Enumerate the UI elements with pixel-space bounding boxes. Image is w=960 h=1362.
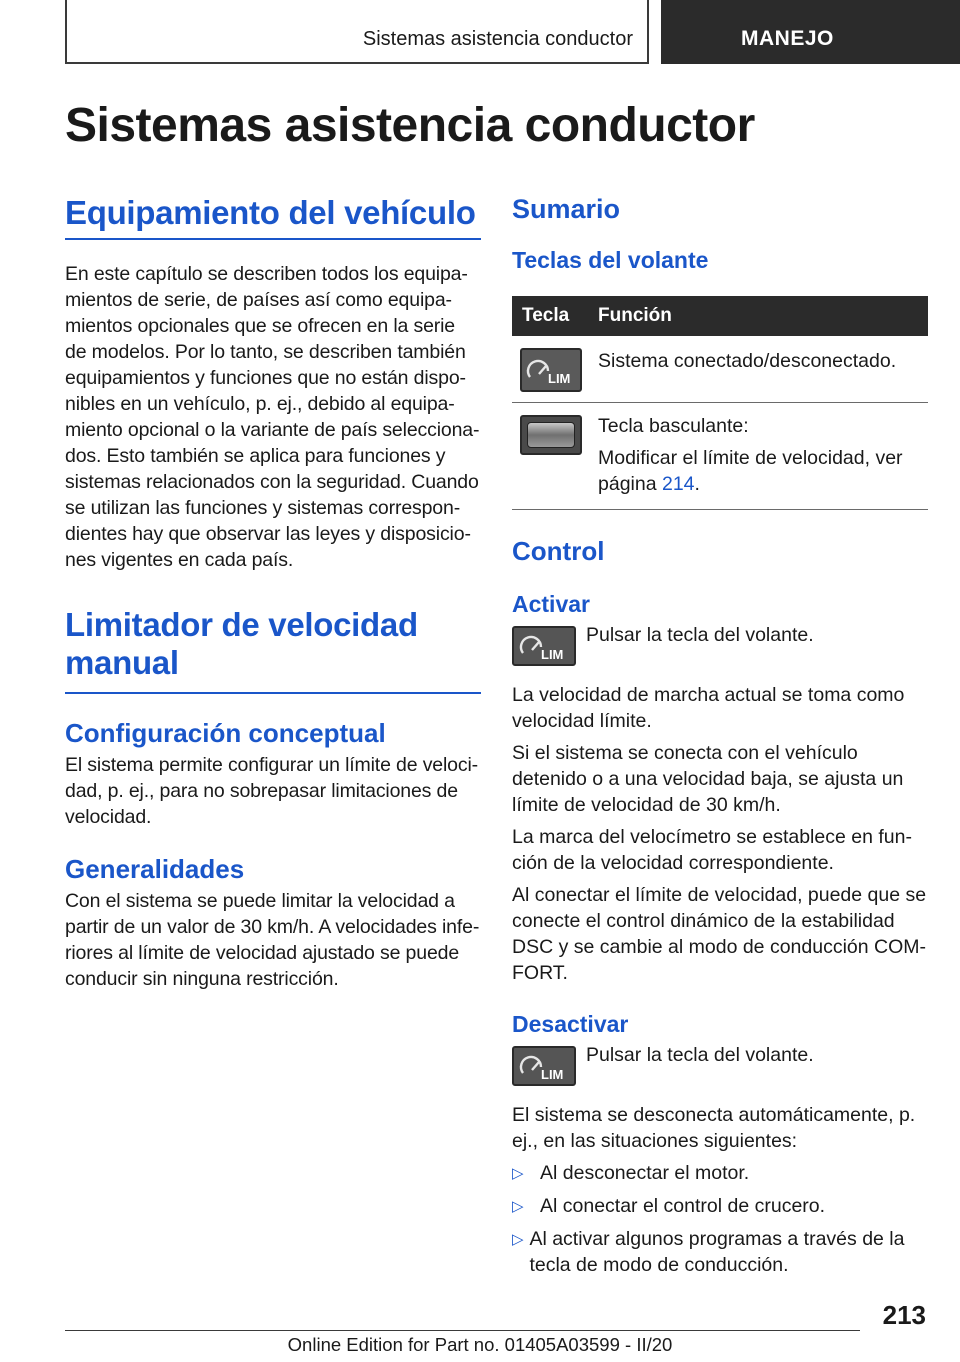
equipment-heading: Equipamiento del vehículo	[65, 194, 481, 240]
activate-paragraph: La marca del velocímetro se establece en función de la velocidad correspondiente.	[512, 826, 912, 874]
footer-edition: Online Edition for Part no. 01405A03599 - II/20	[287, 1334, 673, 1355]
list-item: ▷ Al desconectar el motor.	[512, 1160, 928, 1187]
right-column	[512, 190, 928, 1278]
concept-heading: Configuración conceptual	[65, 718, 386, 748]
deactivate-step-text: Pulsar la tecla del volante.	[586, 1044, 814, 1066]
svg-text:LIM: LIM	[548, 371, 571, 386]
page-title: Sistemas asistencia conductor	[65, 99, 755, 152]
header-section-box	[65, 0, 649, 64]
page-number: 213	[882, 1300, 926, 1330]
footer-divider	[65, 1330, 860, 1331]
list-item: ▷ Al conectar el control de crucero.	[512, 1193, 928, 1220]
activate-paragraph: Al conectar el límite de velocidad, puede que se conecte el control dinámico de la estabilidad DSC y se cambie al modo de conducción COMFORT.	[512, 884, 927, 984]
activate-paragraph: La velocidad de marcha actual se toma como velocidad límite.	[512, 684, 905, 732]
header-chapter-tab[interactable]	[661, 0, 960, 64]
triangle-bullet-icon: ▷	[512, 1231, 524, 1248]
steering-keys-heading: Teclas del volante	[512, 247, 709, 273]
row2-function-label: Tecla basculante:	[598, 415, 749, 437]
keys-table	[512, 296, 928, 510]
lim-button-icon	[512, 626, 576, 666]
row2-function-desc: Modificar el límite de velocidad, ver página	[598, 447, 903, 495]
speed-limiter-heading: Limitador de velocidad manual	[65, 606, 481, 694]
control-heading: Control	[512, 536, 605, 566]
deactivate-step	[512, 1044, 928, 1086]
list-item: ▷ Al activar algunos programas a través de la tecla de modo de conducción.	[512, 1228, 905, 1276]
activate-paragraph: Si el sistema se conecta con el vehículo detenido o a una velocidad baja, se ajusta un límite de velocidad de 30 km/h.	[512, 742, 904, 816]
general-paragraph: Con el sistema se puede limitar la velocidad a partir de un valor de 30 km/h. A velocidades inferiores al límite de velocidad ajustado se puede conducir sin ninguna restricción.	[65, 890, 480, 990]
triangle-bullet-icon: ▷	[512, 1165, 524, 1182]
table-header-key: Tecla	[512, 296, 598, 336]
general-heading: Generalidades	[65, 854, 245, 884]
lim-button-icon	[512, 1046, 576, 1086]
triangle-bullet-icon: ▷	[512, 1198, 524, 1215]
left-column	[65, 190, 481, 992]
equipment-paragraph: En este capítulo se describen todos los equipamientos de serie, de países así como equipamientos opcionales que se ofrecen en la serie de modelos. Por lo tanto, se describen también equipamientos y funciones que no están disponibles en un vehículo, p. ej., debido al equipamiento opcional o la variante de país seleccionados. Esto también se aplica para funciones y sistemas relacionados con la seguridad. Cuando se utilizan las funciones y sistemas correspondientes hay que observar las leyes y disposiciones vigentes en cada país.	[65, 263, 480, 571]
activate-heading: Activar	[512, 591, 590, 617]
lim-button-icon	[520, 348, 582, 392]
header-section-title: Sistemas asistencia conductor	[362, 28, 633, 50]
table-row	[512, 336, 928, 403]
deactivate-heading: Desactivar	[512, 1011, 629, 1037]
page-link[interactable]: 214	[661, 473, 695, 495]
activate-step-text: Pulsar la tecla del volante.	[586, 624, 814, 646]
table-row: Tecla basculante: Modificar el límite de velocidad, ver página 214.	[512, 403, 928, 510]
summary-heading: Sumario	[512, 194, 621, 224]
rocker-switch-icon	[520, 415, 582, 455]
row1-function: Sistema conectado/desconectado.	[598, 336, 928, 403]
table-header-function: Función	[598, 296, 928, 336]
svg-text:LIM: LIM	[541, 1067, 564, 1082]
concept-paragraph: El sistema permite configurar un límite de velocidad, p. ej., para no sobrepasar limitaciones de velocidad.	[65, 754, 479, 828]
activate-step	[512, 624, 928, 666]
header-chapter-label: MANEJO	[741, 27, 834, 50]
deactivate-paragraph: El sistema se desconecta automáticamente, p. ej., en las situaciones siguientes:	[512, 1104, 916, 1152]
svg-text:LIM: LIM	[541, 647, 564, 662]
